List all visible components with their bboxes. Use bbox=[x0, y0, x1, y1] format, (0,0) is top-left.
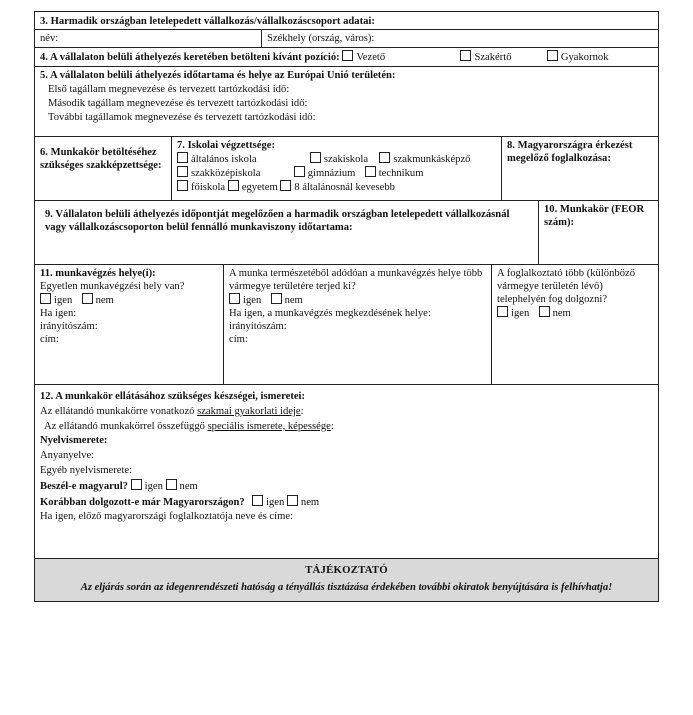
mother-tongue-field[interactable]: Anyanyelve: bbox=[40, 450, 95, 462]
multi-county-question: A munka természetéből adódóan a munkavégzés helye több vármegye területére terjed ki? bbox=[229, 268, 483, 292]
special-skills-field[interactable] bbox=[40, 420, 653, 435]
edu-secondary-vocational-checkbox[interactable] bbox=[177, 166, 188, 177]
multi-site-question: A foglalkoztató több (különböző vármegye területén lévő) telephelyén fog dolgozni? bbox=[497, 268, 635, 305]
application-form bbox=[34, 11, 659, 602]
section-6-title: 6. Munkakör betöltéséhez szükséges szakképzettsége: bbox=[40, 147, 162, 171]
section-5-title: 5. A vállalaton belüli áthelyezés időtartama és helye az Európai Unió területén: bbox=[40, 70, 396, 81]
edu-less-than-8-checkbox[interactable] bbox=[280, 180, 291, 191]
practice-time-pre: Az ellátandó munkakörre vonatkozó bbox=[40, 405, 198, 417]
speaks-hungarian-yes-checkbox[interactable] bbox=[131, 479, 142, 490]
worked-in-hungary-yes-checkbox[interactable] bbox=[252, 495, 263, 506]
multi-county-yes-label: igen bbox=[243, 295, 262, 306]
edu-secondary-vocational-label: szakközépiskola bbox=[191, 168, 261, 179]
multi-county-yes-checkbox[interactable] bbox=[229, 293, 240, 304]
position-leader-checkbox[interactable] bbox=[342, 50, 353, 61]
position-leader-label: Vezető bbox=[356, 52, 386, 63]
multi-site-no-checkbox[interactable] bbox=[539, 306, 550, 317]
language-title: Nyelvismerete: bbox=[40, 435, 108, 447]
previous-employer-field[interactable]: Ha igen, előző magyarországi foglalkoztatója neve és címe: bbox=[40, 511, 293, 523]
practice-time-colon: : bbox=[300, 405, 304, 417]
edu-general-label: általános iskola bbox=[191, 154, 257, 165]
section-11-col-3 bbox=[491, 265, 658, 384]
single-workplace-question: Egyetlen munkavégzési hely van? bbox=[40, 281, 185, 292]
further-member-states-field[interactable]: További tagállamok megnevezése és tervezett tartózkodási idő: bbox=[48, 112, 316, 123]
section-4 bbox=[34, 48, 659, 67]
section-11-title: 11. munkavégzés helye(i): bbox=[40, 268, 156, 279]
special-skills-colon: : bbox=[330, 420, 334, 432]
section-9-10 bbox=[34, 201, 659, 265]
speaks-hungarian-no-checkbox[interactable] bbox=[166, 479, 177, 490]
special-skills-underlined: speciális ismerete, képessége bbox=[207, 420, 331, 432]
second-member-state-field[interactable]: Második tagállam megnevezése és tervezett tartózkodási idő: bbox=[48, 98, 308, 109]
worked-in-hungary-yes-label: igen bbox=[266, 496, 285, 508]
information-text: Az eljárás során az idegenrendészeti hatóság a tényállás tisztázása érdekében további okiratok benyújtására is felhívhatja! bbox=[80, 582, 613, 593]
edu-vocational-checkbox[interactable] bbox=[310, 152, 321, 163]
single-workplace-yes-checkbox[interactable] bbox=[40, 293, 51, 304]
other-languages-field[interactable]: Egyéb nyelvismerete: bbox=[40, 464, 133, 476]
edu-vocational-label: szakiskola bbox=[323, 154, 369, 165]
edu-college-label: főiskola bbox=[191, 182, 226, 193]
edu-technical-label: technikum bbox=[378, 168, 424, 179]
start-place-zip-field[interactable]: irányítószám: bbox=[229, 321, 287, 332]
first-member-state-field[interactable]: Első tagállam megnevezése és tervezett tartózkodási idő: bbox=[48, 84, 290, 95]
section-5 bbox=[34, 67, 659, 137]
single-workplace-no-label: nem bbox=[95, 295, 114, 306]
speaks-hungarian-yes-label: igen bbox=[144, 480, 163, 492]
section-11 bbox=[34, 265, 659, 385]
practice-time-field[interactable] bbox=[40, 405, 653, 420]
information-box bbox=[34, 559, 659, 602]
position-trainee-label: Gyakornok bbox=[560, 52, 609, 63]
speaks-hungarian-no-label: nem bbox=[179, 480, 198, 492]
multi-site-no-label: nem bbox=[552, 308, 571, 319]
section-9-title: 9. Vállalaton belüli áthelyezés időpontját megelőzően a harmadik országban letelepedett vállalkozásnál vagy vállalkozáscsoporton belül fennálló munkaviszony időtartama: bbox=[45, 209, 510, 233]
single-workplace-no-checkbox[interactable] bbox=[82, 293, 93, 304]
company-name-field[interactable]: név: bbox=[40, 33, 59, 44]
worked-in-hungary-no-label: nem bbox=[300, 496, 320, 508]
workplace-zip-field[interactable]: irányítószám: bbox=[40, 321, 98, 332]
if-yes-label: Ha igen: bbox=[40, 308, 77, 319]
worked-in-hungary-question: Korábban dolgozott-e már Magyarországon? bbox=[40, 496, 245, 508]
multi-county-no-checkbox[interactable] bbox=[271, 293, 282, 304]
edu-university-label: egyetem bbox=[241, 182, 278, 193]
multi-county-no-label: nem bbox=[284, 295, 303, 306]
edu-grammar-school-label: gimnázium bbox=[307, 168, 356, 179]
section-6-7-8 bbox=[34, 137, 659, 201]
edu-technical-checkbox[interactable] bbox=[365, 166, 376, 177]
worked-in-hungary-no-checkbox[interactable] bbox=[287, 495, 298, 506]
speaks-hungarian-question: Beszél-e magyarul? bbox=[40, 480, 128, 492]
practice-time-underlined: szakmai gyakorlati ideje bbox=[197, 405, 301, 417]
section-11-col-1 bbox=[35, 265, 223, 384]
position-expert-checkbox[interactable] bbox=[460, 50, 471, 61]
position-expert-label: Szakértő bbox=[474, 52, 512, 63]
edu-less-than-8-label: 8 általánosnál kevesebb bbox=[294, 182, 395, 193]
multi-site-yes-checkbox[interactable] bbox=[497, 306, 508, 317]
edu-general-checkbox[interactable] bbox=[177, 152, 188, 163]
start-place-address-field[interactable]: cím: bbox=[229, 334, 248, 345]
section-3-title: 3. Harmadik országban letelepedett vállalkozás/vállalkozáscsoport adatai: bbox=[34, 11, 659, 30]
workplace-address-field[interactable]: cím: bbox=[40, 334, 59, 345]
section-11-col-2 bbox=[223, 265, 491, 384]
section-12-title: 12. A munkakör ellátásához szükséges készségei, ismeretei: bbox=[40, 391, 306, 402]
special-skills-pre: Az ellátandó munkakörrel összefüggő bbox=[44, 420, 208, 432]
position-trainee-checkbox[interactable] bbox=[547, 50, 558, 61]
section-7 bbox=[171, 137, 501, 200]
section-3-fields bbox=[34, 30, 659, 48]
single-workplace-yes-label: igen bbox=[54, 295, 73, 306]
edu-college-checkbox[interactable] bbox=[177, 180, 188, 191]
section-4-title: 4. A vállalaton belüli áthelyezés keretében betölteni kívánt pozíció: bbox=[40, 52, 340, 63]
edu-grammar-school-checkbox[interactable] bbox=[294, 166, 305, 177]
company-seat-field[interactable]: Székhely (ország, város): bbox=[261, 30, 658, 47]
multi-site-yes-label: igen bbox=[511, 308, 530, 319]
section-8-title: 8. Magyarországra érkezést megelőző foglalkozása: bbox=[501, 137, 658, 200]
section-7-title: 7. Iskolai végzettsége: bbox=[177, 140, 275, 151]
information-title: TÁJÉKOZTATÓ bbox=[305, 564, 388, 576]
edu-skilled-worker-checkbox[interactable] bbox=[379, 152, 390, 163]
section-12 bbox=[34, 385, 659, 559]
edu-university-checkbox[interactable] bbox=[228, 180, 239, 191]
edu-skilled-worker-label: szakmunkásképző bbox=[393, 154, 471, 165]
start-place-label: Ha igen, a munkavégzés megkezdésének helye: bbox=[229, 308, 431, 319]
section-10-title: 10. Munkakör (FEOR szám): bbox=[538, 201, 658, 264]
